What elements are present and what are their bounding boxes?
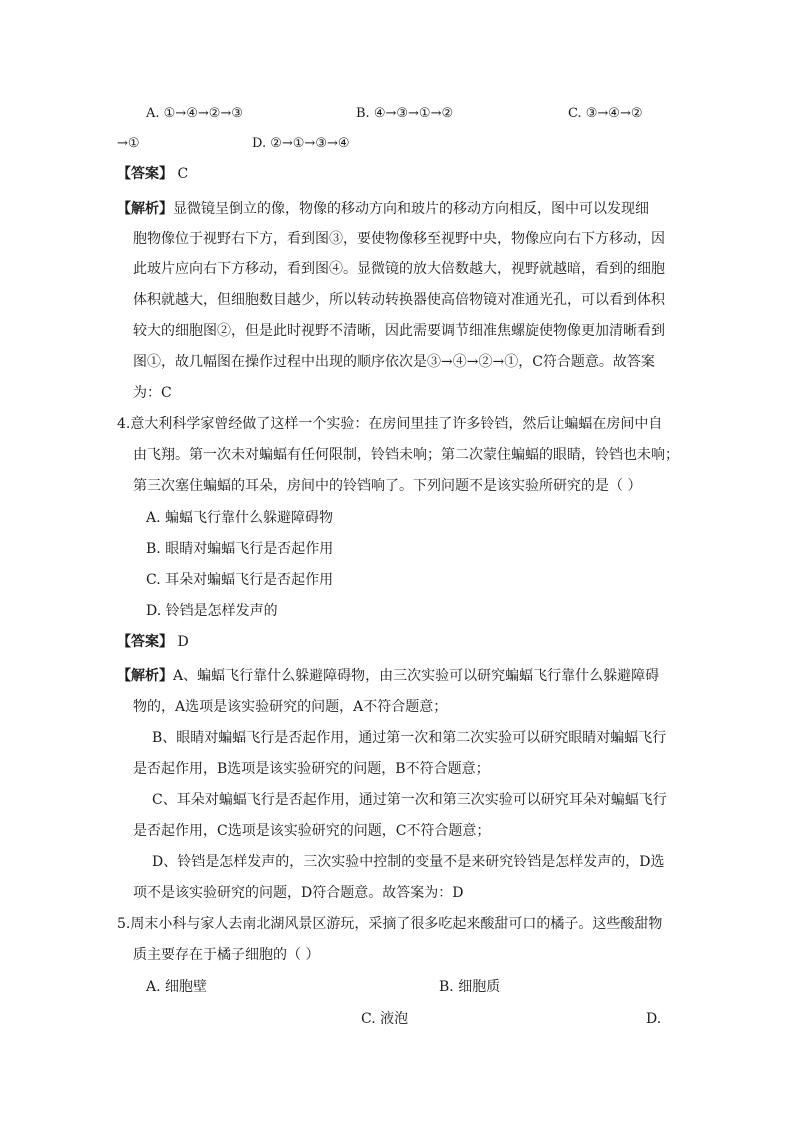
q4-analysis-line-7: D、铃铛是怎样发声的，三次实验中控制的变量不是来研究铃铛是怎样发声的，D选 <box>152 854 665 870</box>
q3-analysis-line-6: 图①，故几幅图在操作过程中出现的顺序依次是③→④→②→①，C符合题意。故答案 <box>133 354 655 370</box>
q5-stem-line-1: 5.周末小科与家人去南北湖风景区游玩，采摘了很多吃起来酸甜可口的橘子。这些酸甜物 <box>117 916 663 932</box>
analysis-text: 显微镜呈倒立的像，物像的移动方向和玻片的移动方向相反，图中可以发现细 <box>173 201 649 217</box>
q3-option-c: C. ③→④→② <box>568 106 643 121</box>
q4-stem-line-3: 第三次塞住蝙蝠的耳朵，房间中的铃铛响了。下列问题不是该实验所研究的是（ ） <box>133 478 642 494</box>
q4-answer <box>117 632 189 652</box>
q5-option-c: C. 液泡 <box>361 1011 409 1027</box>
q3-analysis-line-5: 较大的细胞图②，但是此时视野不清晰，因此需要调节细准焦螺旋使物像更加清晰看到 <box>133 323 665 339</box>
analysis-label: 【解析】 <box>117 668 173 684</box>
q4-analysis-line-1 <box>117 666 659 686</box>
q5-stem-line-2: 质主要存在于橘子细胞的（ ） <box>133 947 320 963</box>
q4-analysis-line-6: 是否起作用，C选项是该实验研究的问题，C不符合题意； <box>133 823 491 839</box>
q4-analysis-line-2: 物的，A选项是该实验研究的问题，A不符合题意； <box>133 699 448 715</box>
q4-analysis-line-5: C、耳朵对蝙蝠飞行是否起作用，通过第一次和第三次实验可以研究耳朵对蝙蝠飞行 <box>152 792 667 808</box>
q3-option-a: A. ①→④→②→③ <box>146 106 243 121</box>
q4-option-c: C. 耳朵对蝙蝠飞行是否起作用 <box>146 572 334 588</box>
q4-analysis-line-3: B、眼睛对蝙蝠飞行是否起作用，通过第一次和第二次实验可以研究眼睛对蝙蝠飞行 <box>152 730 667 746</box>
analysis-label: 【解析】 <box>117 201 173 217</box>
q5-option-a: A. 细胞壁 <box>146 979 208 995</box>
q4-option-d: D. 铃铛是怎样发声的 <box>146 603 278 619</box>
q3-analysis-line-2: 胞物像位于视野右下方，看到图③，要使物像移至视野中央，物像应向右下方移动，因 <box>133 231 665 247</box>
analysis-text: A、蝙蝠飞行靠什么躲避障碍物，由三次实验可以研究蝙蝠飞行靠什么躲避障碍 <box>173 668 660 684</box>
q4-stem-line-2: 由飞翔。第一次未对蝙蝠有任何限制，铃铛未响；第二次蒙住蝙蝠的眼睛，铃铛也未响； <box>133 447 679 463</box>
q5-option-d: D. <box>646 1011 662 1027</box>
answer-value: D <box>177 634 189 650</box>
q4-stem-line-1: 4.意大利科学家曾经做了这样一个实验：在房间里挂了许多铃铛，然后让蝙蝠在房间中自 <box>117 416 663 432</box>
q3-analysis-line-3: 此玻片应向右下方移动，看到图④。显微镜的放大倍数越大，视野就越暗，看到的细胞 <box>133 261 665 277</box>
answer-label: 【答案】 <box>117 634 173 650</box>
q4-analysis-line-8: 项不是该实验研究的问题，D符合题意。故答案为：D <box>133 885 464 901</box>
q3-option-d: D. ②→①→③→④ <box>252 136 350 151</box>
answer-label: 【答案】 <box>117 166 173 182</box>
q3-answer <box>117 164 188 184</box>
q3-analysis-line-4: 体积就越大，但细胞数目越少，所以转动转换器使高倍物镜对准通光孔，可以看到体积 <box>133 292 665 308</box>
answer-value: C <box>177 166 189 182</box>
q3-option-c-continued: →① <box>117 136 140 151</box>
q4-option-b: B. 眼睛对蝙蝠飞行是否起作用 <box>146 541 334 557</box>
q3-option-b: B. ④→③→①→② <box>356 106 454 121</box>
q3-analysis-line-1 <box>117 199 649 219</box>
q3-analysis-line-7: 为：C <box>133 385 172 401</box>
q5-option-b: B. 细胞质 <box>439 979 501 995</box>
q4-analysis-line-4: 是否起作用，B选项是该实验研究的问题，B不符合题意； <box>133 761 490 777</box>
q4-option-a: A. 蝙蝠飞行靠什么躲避障碍物 <box>146 510 334 526</box>
